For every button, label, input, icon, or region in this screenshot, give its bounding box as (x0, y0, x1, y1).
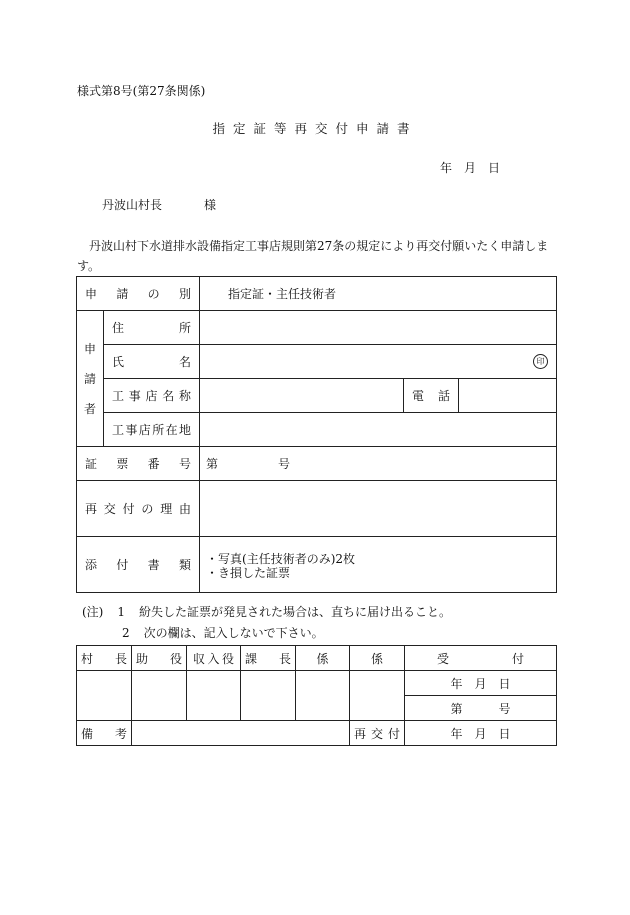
addressee-name: 丹波山村長 (102, 198, 163, 212)
header-deputy: 助役 (132, 646, 187, 671)
reissue-date: 年 月 日 (405, 721, 557, 746)
stamp-cell (77, 671, 132, 721)
type-value: 指定証・主任技術者 (200, 277, 557, 311)
note-number: 2 (122, 626, 130, 640)
note-number: 1 (117, 605, 126, 619)
application-date: 年 月 日 (440, 161, 501, 175)
remarks-field (132, 721, 350, 746)
application-table (76, 276, 557, 593)
document-title: 指定証等再交付申請書 (212, 121, 418, 136)
header-treasurer: 収入役 (187, 646, 241, 671)
note-text: 次の欄は、記入しないで下さい。 (143, 626, 324, 640)
stamp-cell (241, 671, 296, 721)
received-date: 年 月 日 (405, 671, 557, 696)
applicant-label-text: 申請者 (83, 341, 96, 416)
received-label: 受付 (405, 646, 557, 671)
attachment-item: ・写真(主任技術者のみ)2枚 (206, 551, 356, 566)
addressee (102, 198, 216, 212)
stamp-cell (350, 671, 405, 721)
phone-field[interactable] (459, 379, 557, 413)
received-number: 第 号 (405, 696, 557, 721)
cert-no-field[interactable]: 第 号 (200, 447, 557, 481)
note-text: 紛失した証票が発見された場合は、直ちに届け出ること。 (139, 605, 452, 619)
header-village-head: 村長 (77, 646, 132, 671)
shop-location-field[interactable] (200, 413, 557, 447)
office-use-table (76, 645, 557, 746)
attachments-label: 添付書類 (77, 537, 200, 593)
stamp-cell (296, 671, 350, 721)
note-prefix: (注) (82, 605, 104, 619)
application-statement: 丹波山村下水道排水設備指定工事店規則第27条の規定により再交付願いたく申請します。 (77, 239, 549, 273)
reason-field[interactable] (200, 481, 557, 537)
address-field[interactable] (200, 311, 557, 345)
shop-name-label: 工事店名称 (104, 379, 200, 413)
remarks-label: 備考 (77, 721, 132, 746)
seal-icon: 印 (533, 354, 548, 369)
name-label: 氏名 (104, 345, 200, 379)
stamp-cell (187, 671, 241, 721)
type-label: 申請の別 (77, 277, 200, 311)
header-section-chief: 課長 (241, 646, 296, 671)
header-staff: 係 (296, 646, 350, 671)
stamp-cell (132, 671, 187, 721)
note-2 (122, 626, 324, 640)
addressee-honorific: 様 (204, 198, 217, 212)
form-number-label: 様式第8号(第27条関係) (77, 84, 206, 98)
reissue-label: 再交付 (350, 721, 405, 746)
reason-label: 再交付の理由 (77, 481, 200, 537)
applicant-label (77, 311, 104, 447)
phone-label: 電話 (404, 379, 459, 413)
header-staff: 係 (350, 646, 405, 671)
name-field[interactable] (200, 345, 557, 379)
shop-location-label: 工事店所在地 (104, 413, 200, 447)
address-label: 住所 (104, 311, 200, 345)
cert-no-label: 証票番号 (77, 447, 200, 481)
attachments-list (200, 537, 557, 593)
attachment-item: ・き損した証票 (206, 565, 291, 580)
shop-name-field[interactable] (200, 379, 404, 413)
note-1 (82, 605, 451, 619)
